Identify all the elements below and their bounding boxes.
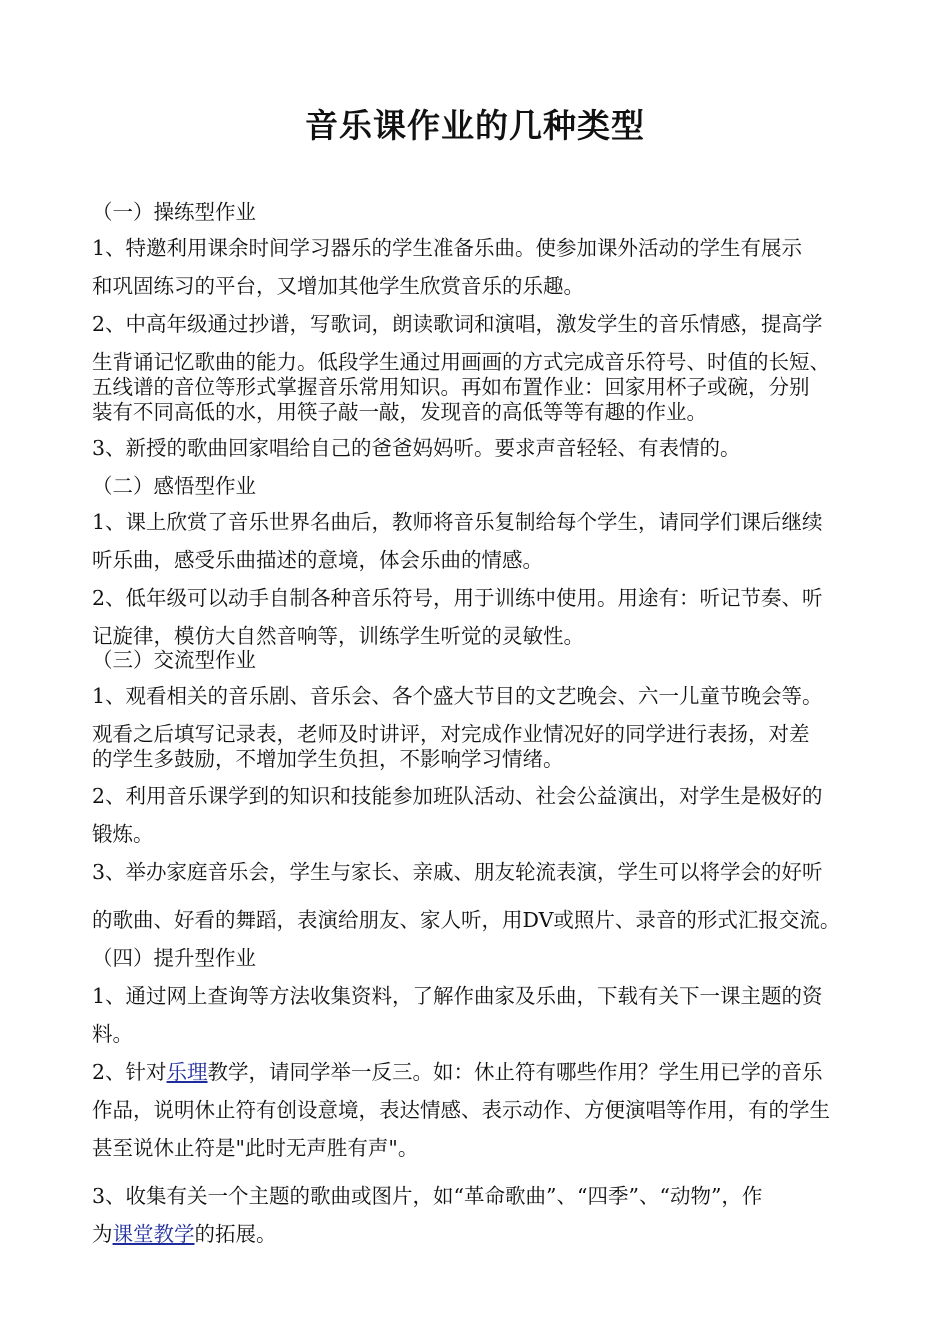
paragraph-line: 装有不同高低的水，用筷子敲一敲，发现音的高低等等有趣的作业。 — [92, 400, 707, 424]
paragraph-line: 1、观看相关的音乐剧、音乐会、各个盛大节目的文艺晚会、六一儿童节晚会等。 — [92, 684, 823, 708]
paragraph-line: 观看之后填写记录表，老师及时讲评，对完成作业情况好的同学进行表扬，对差 — [92, 722, 810, 746]
link-yueli[interactable]: 乐理 — [166, 1060, 208, 1084]
paragraph-line: 和巩固练习的平台，又增加其他学生欣赏音乐的乐趣。 — [92, 274, 584, 298]
paragraph-line: 3、新授的歌曲回家唱给自己的爸爸妈妈听。要求声音轻轻、有表情的。 — [92, 436, 741, 460]
paragraph-line: 2、利用音乐课学到的知识和技能参加班队活动、社会公益演出，对学生是极好的 — [92, 784, 823, 808]
document-title: 音乐课作业的几种类型 — [305, 106, 645, 145]
paragraph-line: 锻炼。 — [92, 822, 154, 846]
paragraph-line — [92, 1220, 892, 1248]
paragraph-line: 3、收集有关一个主题的歌曲或图片，如“革命歌曲”、“四季”、“动物”，作 — [92, 1184, 763, 1208]
section-heading-1: （一）操练型作业 — [92, 200, 256, 224]
section-heading-3: （三）交流型作业 — [92, 648, 256, 672]
paragraph-line: 2、低年级可以动手自制各种音乐符号，用于训练中使用。用途有：听记节奏、听 — [92, 586, 823, 610]
text-run: 为 — [92, 1222, 113, 1246]
paragraph-line: 2、中高年级通过抄谱，写歌词，朗读歌词和演唱，激发学生的音乐情感，提高学 — [92, 312, 823, 336]
section-heading-2: （二）感悟型作业 — [92, 474, 256, 498]
paragraph-line: 的学生多鼓励，不增加学生负担，不影响学习情绪。 — [92, 747, 564, 771]
paragraph-line: 1、课上欣赏了音乐世界名曲后，教师将音乐复制给每个学生，请同学们课后继续 — [92, 510, 823, 534]
paragraph-line — [92, 1058, 892, 1086]
paragraph-line: 听乐曲，感受乐曲描述的意境，体会乐曲的情感。 — [92, 548, 543, 572]
paragraph-line: 3、举办家庭音乐会，学生与家长、亲戚、朋友轮流表演，学生可以将学会的好听 — [92, 860, 823, 884]
paragraph-line: 1、特邀利用课余时间学习器乐的学生准备乐曲。使参加课外活动的学生有展示 — [92, 236, 803, 260]
link-ketang-jiaoxue[interactable]: 课堂教学 — [112, 1222, 195, 1246]
paragraph-line: 料。 — [92, 1022, 133, 1046]
paragraph-line: 记旋律，模仿大自然音响等，训练学生听觉的灵敏性。 — [92, 624, 584, 648]
text-run: 的拓展。 — [194, 1222, 277, 1246]
text-run: 教学，请同学举一反三。如：休止符有哪些作用？学生用已学的音乐 — [207, 1060, 823, 1084]
paragraph-line: 生背诵记忆歌曲的能力。低段学生通过用画画的方式完成音乐符号、时值的长短、 — [92, 350, 830, 374]
paragraph-line: 五线谱的音位等形式掌握音乐常用知识。再如布置作业：回家用杯子或碗，分别 — [92, 375, 810, 399]
text-run: 2、针对 — [92, 1060, 167, 1084]
paragraph-line: 的歌曲、好看的舞蹈，表演给朋友、家人听，用DV或照片、录音的形式汇报交流。 — [92, 908, 841, 932]
paragraph-line: 1、通过网上查询等方法收集资料，了解作曲家及乐曲，下载有关下一课主题的资 — [92, 984, 823, 1008]
section-heading-4: （四）提升型作业 — [92, 946, 256, 970]
paragraph-line: 作品，说明休止符有创设意境，表达情感、表示动作、方便演唱等作用，有的学生 — [92, 1098, 830, 1122]
paragraph-line: 甚至说休止符是"此时无声胜有声"。 — [92, 1136, 419, 1160]
